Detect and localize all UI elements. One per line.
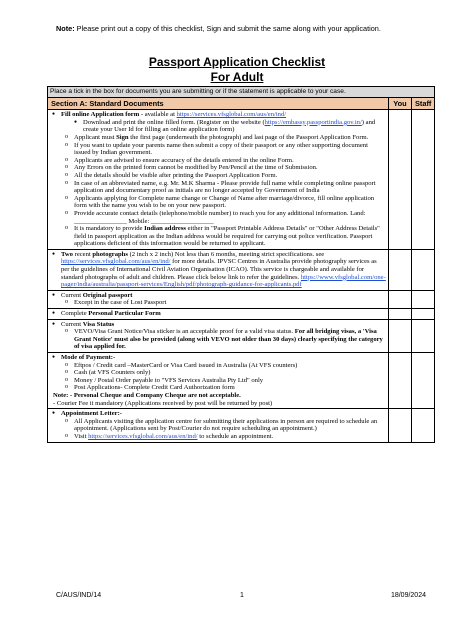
staff-checkbox[interactable] [411, 249, 434, 290]
section-header-row [48, 97, 435, 110]
you-checkbox[interactable] [388, 309, 411, 320]
vfs-link[interactable]: https://services.vfsglobal.com/aus/en/ind/ [176, 111, 287, 119]
document-code: C/AUS/IND/14 [56, 592, 102, 599]
table-row [48, 409, 435, 442]
visa-status-item: ● Current Visa Status o VEVO/Visa Grant Notice/Visa sticker is an acceptable proof for a valid visa status. For all bridging visas, a 'Visa Grant Notice' must also be provided (along with VEVO not older than 30 days) clearly specifying the category of visa applied for. [48, 319, 389, 352]
you-checkbox[interactable] [388, 409, 411, 442]
you-checkbox[interactable] [388, 353, 411, 409]
section-title: Section A: Standard Documents [48, 97, 389, 110]
staff-checkbox[interactable] [411, 353, 434, 409]
table-row [48, 319, 435, 352]
staff-checkbox[interactable] [411, 319, 434, 352]
page-title: Passport Application Checklist [148, 55, 326, 69]
you-checkbox[interactable] [388, 290, 411, 308]
table-row [48, 110, 435, 250]
original-passport-item: ● Current Original passport o Except in the case of Lost Passport [48, 290, 389, 308]
table-row [48, 249, 435, 290]
table-row [48, 309, 435, 320]
appointment-item: ● Appointment Letter:- o All Applicants visiting the application centre for submitting their applications in person are required to schedule an appointment. (Applications sent by Post/Courier do not require scheduling an appointment.) o Visit https://services.vfsglobal.com/aus/en/ind/ to schedule an appointment. [48, 409, 389, 442]
staff-checkbox[interactable] [411, 290, 434, 308]
staff-checkbox[interactable] [411, 110, 434, 250]
staff-column-header: Staff [411, 97, 434, 110]
page-number: 1 [240, 592, 244, 599]
staff-checkbox[interactable] [411, 309, 434, 320]
instruction-row: Place a tick in the box for documents you are submitting or if the statement is applicable to your case. [48, 87, 435, 98]
photo-guidance-link[interactable]: https://www.vfsglobal.com/one-pager/india/australia/passport-services/English/pdf/photograph-guidance-for-applicants.pdf [61, 273, 386, 289]
you-column-header: You [388, 97, 411, 110]
vfs-link[interactable]: https://services.vfsglobal.com/aus/en/ind/ [61, 258, 171, 266]
checklist-table [47, 86, 435, 443]
you-checkbox[interactable] [388, 319, 411, 352]
page-subtitle: For Adult [210, 70, 264, 84]
table-row [48, 353, 435, 409]
table-row [48, 290, 435, 308]
application-form-item: ● Fill online Application form - available at https://services.vfsglobal.com/aus/en/ind/ ● Download and print the online filled form. (Register on the website (https://embassy.passportindia.gov.in/) and create your User Id for filling an online application form) o Applicant must Sign the first page (underneath the photograph) and last page of the Passport Application Form. o If you want to update your parents name then submit a copy of their passport or any other supporting document issued by Indian government. o Applicants are advised to ensure accuracy of the details entered in the online Form. o Any Errors on the printed form cannot be modified by Pen/Pencil at the time of Submission. o All the details should be visible after printing the Passport Application Form. o In case of an abbreviated name, e.g. Mr. M.K Sharma - Please provide full name while completing online passport application and documentary proof as initials are no longer accepted by Government of India o Applicants applying for Complete name change or Change of Name after marriage/divorce, fill online application form with the name you wish to be on your new passport. o Provide accurate contact details (telephone/mobile number) to reach you for any additional information. Land: ________________ Mobile: ___________________ o It is mandatory to provide Indian address either in "Passport Printable Address Details" or "Other Address Details" field in passport application as the Indian address would be required for carrying out police verification. Passport applications deficient of this information would be returned to applicant. [48, 110, 389, 250]
document-date: 18/09/2024 [390, 592, 426, 599]
you-checkbox[interactable] [388, 249, 411, 290]
payment-item: ● Mode of Payment:- o Eftpos / Credit card –MasterCard or Visa Card issued in Australia (At VFS counters) o Cash (at VFS Counters only) o Money / Postal Order payable to "VFS Services Australia Pty Ltd" only o Post Applications- Complete Credit Card Authorization form Note: - Personal Cheque and Company Cheque are not acceptable. - Courier Fee it mandatory (Applications received by post will be returned by post) [48, 353, 389, 409]
photographs-item: ● Two recent photographs (2 inch x 2 inch) Not less than 6 months, meeting strict specifications. see https://services.vfsglobal.com/aus/en/ind/ for more details. IPVSC Centres in Australia provide photography services as per the guidelines of International Civil Aviation Organisation (ICAO). This service is chargeable and available for standard photographs of adult and children. Please click below link to refer the guidelines. https://www.vfsglobal.com/one-pager/india/australia/passport-services/English/pdf/photograph-guidance-for-applicants.pdf [48, 249, 389, 290]
you-checkbox[interactable] [388, 110, 411, 250]
staff-checkbox[interactable] [411, 409, 434, 442]
note: Note: Please print out a copy of this checklist, Sign and submit the same along with your application. [56, 24, 381, 33]
vfs-link[interactable]: https://services.vfsglobal.com/aus/en/ind/ [88, 432, 198, 440]
passport-india-link[interactable]: https://embassy.passportindia.gov.in/ [264, 118, 362, 126]
personal-particular-item: ● Complete Personal Particular Form [48, 309, 389, 320]
